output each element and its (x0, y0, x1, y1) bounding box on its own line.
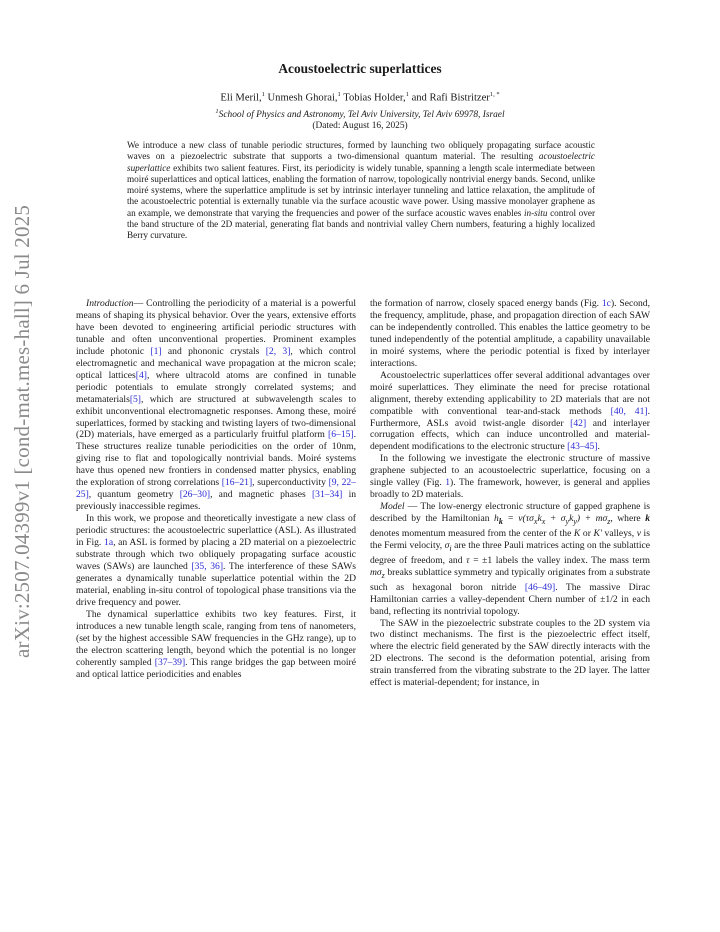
citation-link[interactable]: [35, 36] (191, 560, 224, 572)
author-affil-mark: 1 (405, 91, 409, 98)
citation-link[interactable]: [2, 3] (265, 345, 291, 357)
author-name: Eli Meril, (220, 92, 262, 104)
author-name: Unmesh Ghorai, (267, 92, 338, 104)
body-paragraph: the formation of narrow, closely spaced energy bands (Fig. 1c). Second, the frequency, amplitude, phase, and propagation direction of each SAW can be independently controlled. This enables the lattice geometry to be tuned independently of the potential amplitude, a capability unavailable in moiré systems, where the periodic potential is fixed by interlayer interactions. (370, 298, 650, 369)
abstract: We introduce a new class of tunable periodic structures, formed by launching two obliquely propagating surface acoustic waves on a piezoelectric substrate that supports a two-dimensional quantum material. The resulting acoustoelectric superlattice exhibits two salient features. First, its periodicity is widely tunable, spanning a length scale intermediate between moiré superlattices and optical lattices, enabling the formation of narrow, topologically nontrivial energy bands. Second, unlike moiré systems, where the superlattice amplitude is set by intrinsic interlayer tunneling and lattice relaxation, the amplitude of the acoustoelectric potential is externally tunable via the surface acoustic wave power. Using massive monolayer graphene as an example, we demonstrate that varying the frequencies and power of the surface acoustic waves enables in-situ control over the band structure of the 2D material, generating flat bands and nontrivial valley Chern numbers, featuring a highly localized Berry curvature. (127, 140, 596, 241)
citation-link[interactable]: [9, 22–25] (76, 477, 356, 501)
citation-link[interactable]: [40, 41] (610, 405, 648, 417)
figure-link[interactable]: 1c (601, 298, 611, 309)
citation-link[interactable]: [4] (135, 369, 147, 381)
model-paragraph: Model — The low-energy electronic structure of gapped graphene is described by the Hamiltonian $h_k = v(\tau\sigma_xk_x + \sigma_yk_y) + m\sigma_z$, where k denotes momentum measured from the center of the K or K′ valleys, v is the Fermi velocity, $\sigma_i$ are the three Pauli matrices acting on the sublattice degree of freedom, and τ = ±1 labels the valley index. The mass term $m\sigma_z$ breaks sublattice symmetry and typically originates from a substrate such as hexagonal boron nitride [46–49]. The massive Dirac Hamiltonian carries a valley-dependent Chern number of ±1/2 in each band, reflecting its nontrivial topology. (370, 501, 651, 617)
equation-hamiltonian: $h_k = v(\tau\sigma_xk_x + \sigma_yk_y) + m\sigma_z$ (494, 513, 611, 527)
citation-link[interactable]: [16–21] (221, 477, 253, 489)
citation-link[interactable]: [1] (150, 345, 162, 357)
author-list (0, 91, 720, 104)
body-paragraph: In this work, we propose and theoretically investigate a new class of periodic structures: the acoustoelectric superlattice (ASL). As illustrated in Fig. 1a, an ASL is formed by placing a 2D material on a piezoelectric substrate through which two obliquely propagating surface acoustic waves (SAWs) are launched [35, 36]. The interference of these SAWs generates a dynamically tunable superlattice potential within the 2D material, enabling in-situ control of topological phase transitions via the drive frequency and power. (76, 513, 357, 608)
body-paragraph: The SAW in the piezoelectric substrate couples to the 2D system via two distinct mechanisms. The first is the piezoelectric effect itself, where the electric field generated by the SAW directly interacts with the 2D electrons. The second is the deformation potential, arising from strain transferred from the vibrating substrate to the 2D layer. The latter effect is material-dependent; for instance, in (370, 617, 650, 689)
date-line: (Dated: August 16, 2025) (312, 121, 408, 131)
citation-link[interactable]: [26–30] (179, 489, 211, 501)
citation-link[interactable]: [37–39] (154, 656, 186, 668)
body-paragraph: Acoustoelectric superlattices offer several additional advantages over moiré superlattices. They eliminate the need for precise rotational alignment, thereby extending applicability to 2D materials that are not compatible with conventional tear-and-stack methods [40, 41]. Furthermore, ASLs avoid twist-angle disorder [42] and interlayer corrugation effects, which can induce uncontrolled and material-dependent modifications to the electronic structure [43–45]. (370, 369, 650, 453)
figure-link[interactable]: 1a (104, 537, 114, 549)
figure-link[interactable]: 1 (445, 477, 451, 489)
section-heading-model: Model (380, 501, 405, 513)
citation-link[interactable]: [43–45] (567, 441, 598, 453)
author-affil-mark: 1 (261, 91, 265, 98)
citation-link[interactable]: [46–49] (524, 581, 556, 593)
author-affil-mark: 1, * (489, 91, 500, 98)
left-column (76, 298, 356, 681)
author-name: Tobias Holder, (343, 92, 406, 104)
citation-link[interactable]: [42] (570, 417, 587, 429)
paper-title: Acoustoelectric superlattices (278, 61, 442, 76)
citation-link[interactable]: [5] (129, 393, 141, 405)
citation-link[interactable]: [31–34] (311, 489, 343, 501)
body-paragraph: In the following we investigate the electronic structure of massive graphene subjected to an acoustoelectric superlattice, focusing on a single valley (Fig. 1). The framework, however, is general and applies broadly to 2D materials. (370, 453, 650, 501)
arxiv-identifier: arXiv:2507.04399v1 [cond-mat.mes-hall] 6 Jul 2025 (10, 204, 34, 658)
section-heading-introduction: Introduction (86, 298, 134, 309)
citation-link[interactable]: [6–15] (328, 429, 354, 441)
affiliation-mark: 1 (215, 108, 219, 115)
author-affil-mark: 1 (337, 91, 341, 98)
right-column (370, 298, 650, 689)
affiliation: $^1$School of Physics and Astronomy, Tel Aviv University, Tel Aviv 69978, Israel (215, 108, 505, 121)
intro-paragraph: Introduction— Controlling the periodicity of a material is a powerful means of shaping its physical behavior. Over the years, extensive efforts have been devoted to engineering artificial periodic structures with tunable and often unconventional properties. Prominent examples include photonic [1] and phononic crystals [2, 3], which control electromagnetic and mechanical wave propagation at the micron scale; optical lattices[4], where ultracold atoms are confined in tunable periodic potentials to emulate strongly correlated systems; and metamaterials[5], which are structured at subwavelength scales to exhibit unconventional electromagnetic responses. Among these, moiré superlattices, formed by stacking and twisting layers of two-dimensional (2D) materials, have emerged as a particularly fruitful platform [6–15]. These structures realize tunable periodicities on the order of 10nm, giving rise to flat and topologically nontrivial bands. Moiré systems have thus opened new frontiers in condensed matter physics, enabling the exploration of strong correlations [16–21], superconductivity [9, 22–25], quantum geometry [26–30], and magnetic phases [31–34] in previously inaccessible regimes. (76, 298, 357, 513)
body-paragraph: The dynamical superlattice exhibits two key features. First, it introduces a new tunable length scale, ranging from tens of nanometers, (set by the highest accessible SAW frequencies in the GHz range), up to the electron scattering length, beyond which the potential is no longer coherently sampled [37–39]. This range bridges the gap between moiré and optical lattice periodicities and enables (76, 608, 357, 680)
author-name: and Rafi Bistritzer (411, 92, 490, 104)
